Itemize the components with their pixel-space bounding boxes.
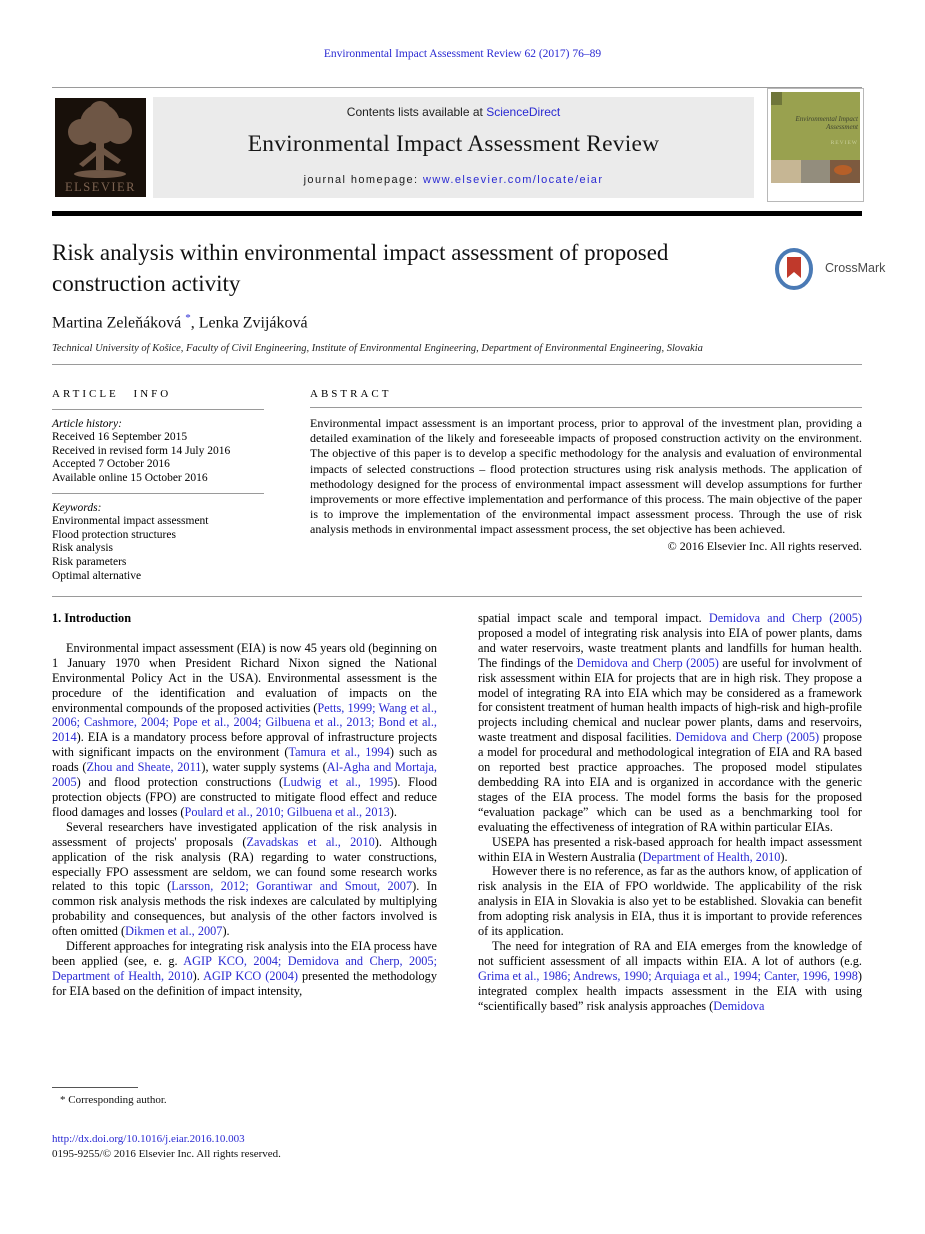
text-run: Environmental impact assessment (EIA) is now 45 years old (beginning on 1 January 1970 when President Richard Nixon signed the National Environmental Policy Act in the USA). Environmental assessment is the procedure of the identification and evaluation of impacts on the environmental compounds of the proposed activities (: [52, 640, 437, 715]
keyword-item: Risk parameters: [52, 555, 127, 568]
text-run: ) such as roads (: [52, 745, 438, 775]
citation-link[interactable]: Ludwig et al., 1995: [283, 775, 394, 790]
citation-link[interactable]: Zhou and Sheate, 2011: [86, 760, 202, 775]
citation-link[interactable]: Petts, 1999; Wang et al., 2006; Cashmore, 2004; Pope et al., 2004; Gilbuena et al., 2013; Bond et al., 2014: [52, 700, 437, 745]
crossmark-label: CrossMark: [825, 261, 886, 275]
keywords-label: Keywords:: [52, 501, 102, 514]
cover-photo-strip: [771, 160, 860, 183]
elsevier-logo[interactable]: [55, 98, 146, 197]
banner-bottom-rule: [52, 211, 862, 216]
contents-prefix: Contents lists available at: [346, 105, 487, 119]
journal-cover-thumbnail[interactable]: [767, 88, 864, 202]
keyword-item: Environmental impact assessment: [52, 515, 209, 528]
cover-photo-3: [830, 160, 860, 183]
citation-link[interactable]: Poulard et al., 2010; Gilbuena et al., 2013: [184, 804, 390, 819]
citation-link[interactable]: Demidova and Cherp (2005): [708, 611, 862, 625]
citation-link[interactable]: Department of Health, 2010: [642, 849, 781, 864]
body-paragraphs-left: [52, 641, 437, 999]
text-run: Different approaches for integrating risk analysis into the EIA process have been applied (see, e. g.: [52, 939, 437, 968]
text-run: ).: [192, 968, 204, 983]
paragraph: [478, 939, 862, 1014]
article-history-item: Accepted 7 October 2016: [52, 458, 170, 471]
abstract-text: Environmental impact assessment is an important process, prior to approval of the investment plan, providing a detailed examination of the likely and foreseeable impacts of proposed construction activity on the environment. The objective of this paper is to develop a specific methodology for the analysis and evaluation of environmental impacts of selected constructions – flood protection structures using risk analysis methods. The application of methodology designed for the process of environmental impact assessment will develop assumptions for further improvements or more effective implementation and performance of this process. The main objective of the paper is to improve the implementation of the environmental impact assessment process. Through the use of risk analysis methods in environmental impact assessment process, the set objective has been achieved.: [310, 416, 862, 537]
citation-link[interactable]: Demidova and Cherp (2005): [675, 730, 820, 745]
citation-link[interactable]: Al-Agha and Mortaja, 2005: [52, 760, 437, 790]
citation-link[interactable]: Tamura et al., 1994: [288, 745, 390, 760]
article-history-item: Received 16 September 2015: [52, 431, 188, 444]
footnote-rule: [52, 1087, 138, 1088]
affiliation: Technical University of Košice, Faculty of Civil Engineering, Institute of Environmental Engineering, Department of Environmental Engineering, Slovakia: [52, 343, 703, 354]
author-rest: , Lenka Zvijáková: [190, 314, 308, 332]
author-first: Martina Zeleňáková: [52, 314, 186, 332]
text-run: ).: [222, 924, 230, 939]
article-info-section: [52, 388, 264, 583]
paragraph: [478, 835, 862, 865]
text-run: spatial impact scale and temporal impact.: [478, 611, 709, 625]
cover-photo-2: [801, 160, 831, 183]
cover-review-label: REVIEW: [830, 140, 858, 146]
text-run: Several researchers have investigated application of the risk analysis in assessment of projects' proposals (: [52, 819, 437, 849]
contents-line: [153, 105, 754, 119]
title-block-divider: [52, 364, 862, 365]
section-heading: 1. Introduction: [52, 611, 132, 625]
text-run: ).: [389, 804, 397, 819]
paragraph: [52, 939, 437, 999]
crossmark-badge[interactable]: [773, 246, 893, 292]
cover-photo-detail: [834, 165, 852, 175]
journal-citation-link[interactable]: Environmental Impact Assessment Review 62 (2017) 76–89: [323, 48, 602, 60]
text-run: ). In common risk analysis methods the risk indexes are calculated by multiplying probability and consequences, but analysis of the other factors involved is often omitted (: [52, 879, 437, 939]
citation-link[interactable]: Zavadskas et al., 2010: [246, 834, 375, 849]
journal-banner: [153, 97, 754, 198]
abstract-bottom-divider: [52, 596, 862, 597]
issn-copyright-line: 0195-9255/© 2016 Elsevier Inc. All rights reserved.: [52, 1148, 281, 1160]
article-info-heading: ARTICLE INFO: [52, 388, 172, 400]
homepage-url-link[interactable]: www.elsevier.com/locate/eiar: [422, 174, 604, 186]
body-column-left: [52, 611, 437, 999]
article-history-item: Available online 15 October 2016: [52, 471, 208, 484]
body-column-right: [478, 611, 862, 1013]
header-divider: [52, 87, 862, 88]
doi-link[interactable]: http://dx.doi.org/10.1016/j.eiar.2016.10.003: [52, 1133, 245, 1145]
text-run: ). EIA is a mandatory process before approval of infrastructure projects with significant impacts on the environment (: [52, 730, 437, 760]
keyword-item: Flood protection structures: [52, 528, 176, 541]
text-run: USEPA has presented a risk-based approach for health impact assessment within EIA in Western Australia (: [478, 834, 862, 864]
body-paragraphs-right: [478, 611, 862, 1013]
authors-line: [52, 312, 308, 332]
text-run: The need for integration of RA and EIA emerges from the knowledge of not sufficient assessment of all impacts within EIA. A lot of authors (e.g.: [478, 938, 862, 968]
divider: [52, 493, 264, 494]
text-run: ). Flood protection objects (FPO) are constructed to mitigate flood effect and reduce flood damages and losses (: [52, 775, 437, 819]
paragraph: [52, 641, 437, 820]
text-run: ).: [780, 849, 788, 864]
journal-title: Environmental Impact Assessment Review: [247, 131, 660, 157]
text-run: ) integrated complex health impacts assessment in the EIA with using “scientifically based” risk analysis approaches (: [478, 968, 862, 1013]
cover-photo-1: [771, 160, 801, 183]
homepage-line: [153, 174, 754, 186]
citation-link[interactable]: Grima et al., 1986; Andrews, 1990; Arquiaga et al., 1994; Canter, 1996, 1998: [478, 968, 858, 983]
divider: [310, 407, 862, 408]
text-run: However there is no reference, as far as the authors know, of application of risk analysis in the EIA of FPO worldwide. The applicability of the risk analysis in EIA in Slovakia is also yet to be established. Slovakia can benefit from adopting risk analysis in EIA, thus it is important to provide references of its application.: [478, 864, 862, 939]
corresponding-author-mark[interactable]: *: [185, 312, 191, 324]
text-run: ). Although application of the risk analysis (RA) regarding to water constructions, especially FPO assessment are seldom, we can found some research works related to this topic (: [52, 834, 437, 894]
citation-link[interactable]: Demidova: [713, 998, 765, 1013]
text-run: propose a model for procedural and methodological integration of EIA and RA based on reported best practice approaches. The proposed model stipulates dembedding RA into EIA and is organized in accordance with the generic stages of the EIA process. The model forms the basis for the proposed “evaluation package” which can be used as a benchmarking tool for evaluating the effectiveness of integration of RA within particular EIAs.: [478, 730, 862, 834]
paragraph: [478, 864, 862, 939]
citation-link[interactable]: Dikmen et al., 2007: [125, 924, 223, 939]
text-run: are useful for involvment of risk assessment within EIA for projects that are in high risk. They propose a model of integrating RA into EIA which may be considered as a framework for consistent treatment of human health impacts of high-risk and high-profile projects including chemical and nuclear power plants, dams and reservoirs, waste treatment and disposal facilities.: [478, 655, 863, 745]
divider: [52, 409, 264, 410]
abstract-section: [310, 388, 862, 554]
abstract-copyright: © 2016 Elsevier Inc. All rights reserved.: [667, 538, 862, 553]
crossmark-icon: [773, 246, 817, 292]
article-history-item: Received in revised form 14 July 2016: [52, 444, 231, 457]
abstract-heading: ABSTRACT: [310, 388, 392, 400]
keyword-item: Risk analysis: [52, 542, 114, 555]
article-history-list: [52, 431, 264, 485]
text-run: presented the methodology for EIA based on the definition of impact intensity,: [52, 968, 437, 998]
keywords-list: [52, 515, 264, 583]
paragraph: [52, 820, 437, 939]
page-title: Risk analysis within environmental impact assessment of proposed construction activity: [52, 240, 669, 296]
citation-link[interactable]: Larsson, 2012; Gorantiwar and Smout, 2007: [171, 879, 413, 894]
homepage-prefix: journal homepage:: [303, 174, 423, 186]
corresponding-author-footnote: [60, 1094, 167, 1106]
text-run: proposed a model of integrating risk analysis into EIA of power plants, dams and water reservoirs, waste treatment plants and landfills for human health. The findings of the: [478, 625, 862, 670]
elsevier-tree-icon: [55, 98, 146, 182]
keyword-item: Optimal alternative: [52, 569, 142, 582]
citation-link[interactable]: AGIP KCO, 2004; Demidova and Cherp, 2005; Department of Health, 2010: [52, 953, 437, 983]
article-history-label: Article history:: [52, 417, 122, 430]
text-run: ), water supply systems (: [201, 760, 327, 775]
citation-link[interactable]: Demidova and Cherp (2005): [576, 655, 719, 670]
paragraph: [478, 611, 862, 835]
sciencedirect-link[interactable]: ScienceDirect: [486, 105, 561, 119]
footnote-marker: *: [60, 1094, 66, 1106]
text-run: ) and flood protection constructions (: [76, 775, 284, 790]
footnote-text: Corresponding author.: [65, 1094, 167, 1106]
elsevier-label: ELSEVIER: [64, 180, 137, 194]
cover-title: Environmental Impact Assessment: [795, 115, 858, 131]
cover-mini-logo-icon: [771, 92, 782, 105]
citation-link[interactable]: AGIP KCO (2004): [203, 968, 299, 983]
